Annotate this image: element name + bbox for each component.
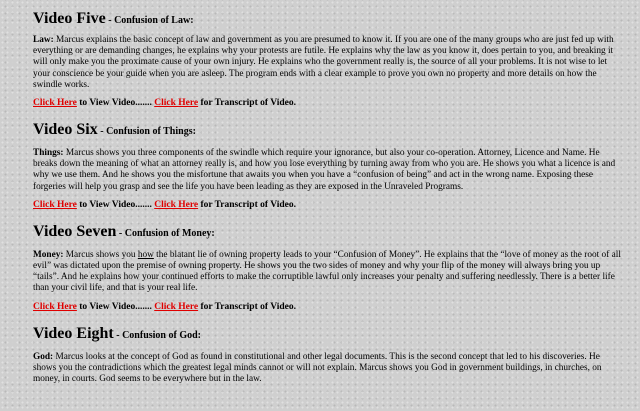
description-label: Money: <box>33 249 64 260</box>
links-tail: for Transcript of Video. <box>198 98 297 109</box>
section-description <box>33 250 623 295</box>
content <box>33 0 623 385</box>
section-video-eight <box>33 313 623 386</box>
section-description <box>33 35 623 91</box>
description-text-start: Marcus shows you <box>63 249 138 260</box>
section-subtitle: - Confusion of Money: <box>116 227 215 239</box>
description-text: Marcus explains the basic concept of law and government as you are presumed to know it. If you are one of the many groups who are just fed up with everything or are demanding changes, he explains why your protests are futile. He explains why the law as you know it, does pertain to you, and breaking it will only make you the proximate cause of your own injury. He explains who the government really is, the source of all your problems. It is not wise to let your conscience be your guide when you are asleep. The program ends with a clear example to prove you own no property and more details on how the swindle works. <box>33 35 614 90</box>
section-heading <box>33 219 623 244</box>
links-separator: to View Video....... <box>76 301 155 312</box>
view-video-link[interactable]: Click Here <box>33 301 77 312</box>
section-title: Video Eight <box>33 324 114 342</box>
links-tail: for Transcript of Video. <box>198 301 297 312</box>
links-separator: to View Video....... <box>76 98 155 109</box>
description-text: Marcus looks at the concept of God as found in constitutional and other legal documents. This is the second concept that led to his discoveries. He shows you the contradictions which the greatest legal minds cannot or will not explain. Marcus shows you God in government buildings, in churches, on money, in courts. God seems to be everywhere but in the law. <box>33 351 602 385</box>
description-label: God: <box>33 351 54 362</box>
description-label: Things: <box>33 148 64 159</box>
description-text: Marcus shows you three components of the swindle which require your ignorance, but also your co-operation. Attorney, Licence and Name. He breaks down the meaning of what an attorney really is, and how you lose everything by turning away from who you are. He shows you what a licence is and why we use them. And he shows you the misfortune that awaits you when you have a “confusion of being” and act in the wrong name. Exposing these forgeries will help you grasp and see the life you have been leading as they are exposed in the Unraveled Programs. <box>33 148 616 192</box>
section-description <box>33 148 623 193</box>
video-links <box>33 301 623 313</box>
transcript-link[interactable]: Click Here <box>154 301 199 312</box>
transcript-link[interactable]: Click Here <box>154 199 199 210</box>
video-links <box>33 97 623 109</box>
section-title: Video Seven <box>33 222 117 240</box>
transcript-link[interactable]: Click Here <box>154 98 199 109</box>
section-title: Video Five <box>33 10 106 27</box>
section-subtitle: - Confusion of God: <box>113 329 201 341</box>
description-label: Law: <box>33 35 54 45</box>
section-heading <box>33 117 623 142</box>
section-description <box>33 352 623 386</box>
links-separator: to View Video....... <box>76 199 155 210</box>
links-tail: for Transcript of Video. <box>198 199 297 210</box>
section-subtitle: - Confusion of Things: <box>97 126 196 138</box>
section-title: Video Six <box>33 121 98 139</box>
video-links <box>33 199 623 211</box>
section-video-six <box>33 109 623 211</box>
section-heading <box>33 6 623 31</box>
section-subtitle: - Confusion of Law: <box>105 15 194 26</box>
section-heading <box>33 321 623 346</box>
underlined-word: how <box>137 249 154 260</box>
section-video-seven <box>33 211 623 313</box>
view-video-link[interactable]: Click Here <box>33 199 77 210</box>
view-video-link[interactable]: Click Here <box>33 98 77 109</box>
description-text: the blatant lie of owning property leads to your “Confusion of Money”. He explains that the “love of money as the root of all evil” was dictated upon the premise of owning property. He shows you the two sides of money and why your flip of the money will always bring you up “tails”. And he explains how your continued efforts to make the corruptible lawful only increases your penalty and suffering needlessly. There is a better life than your civil life, and that is your real life. <box>33 249 621 294</box>
section-video-five <box>33 0 623 109</box>
